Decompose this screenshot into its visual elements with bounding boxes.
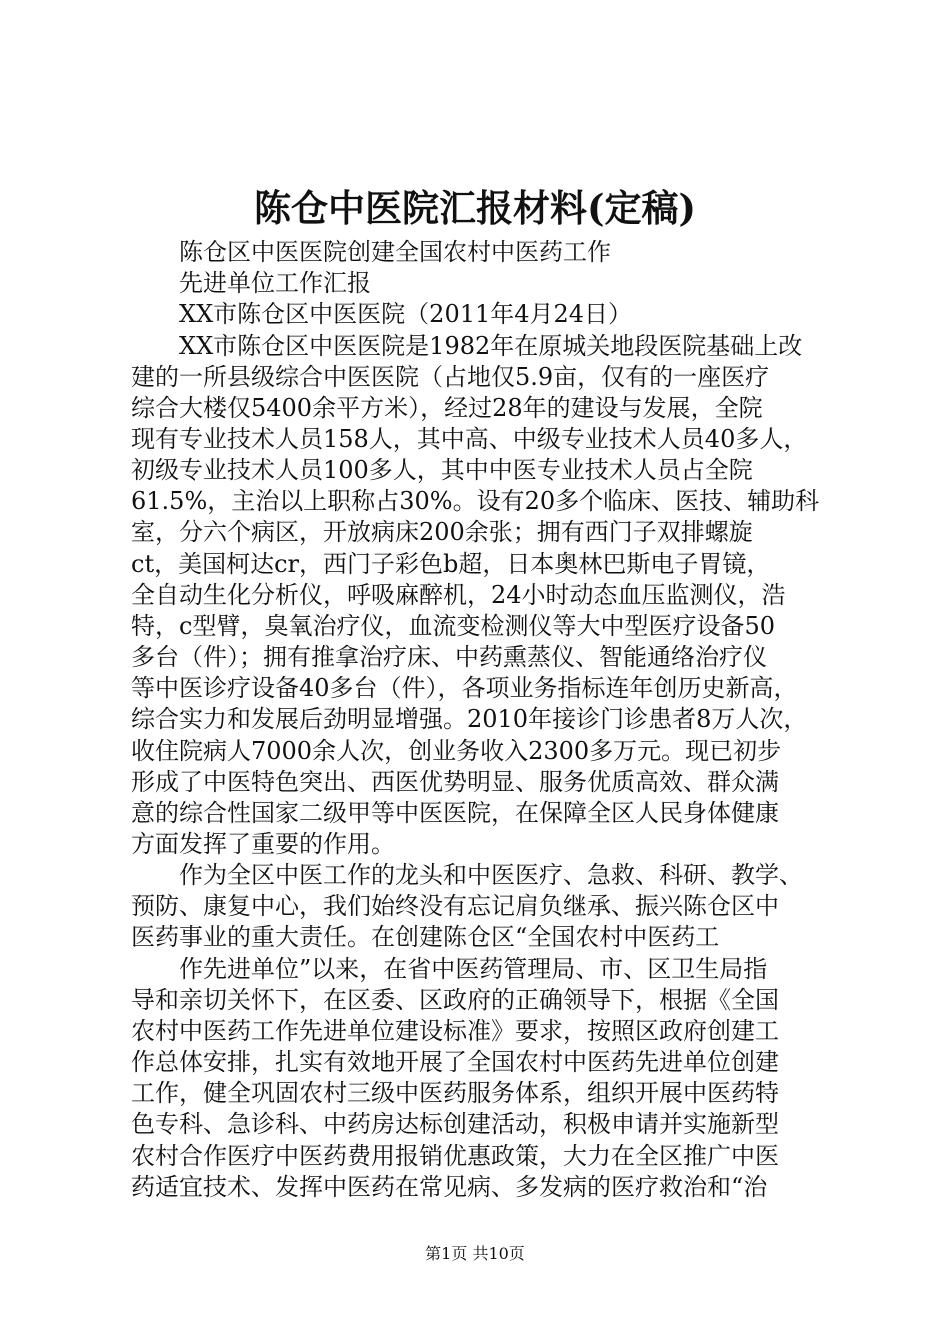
subtitle-line: 先进单位工作汇报 bbox=[179, 269, 371, 297]
paragraph-line: 建的一所县级综合中医医院（占地仅5.9亩，仅有的一座医疗 bbox=[131, 363, 770, 391]
paragraph-line: 综合实力和发展后劲明显增强。2010年接诊门诊患者8万人次， bbox=[131, 705, 808, 733]
paragraph-line: 农村合作医疗中医药费用报销优惠政策，大力在全区推广中医 bbox=[131, 1142, 779, 1170]
dateline: XX市陈仓区中医医院（2011年4月24日） bbox=[179, 300, 633, 328]
paragraph-line: 61.5%，主治以上职称占30%。设有20多个临床、医技、辅助科 bbox=[131, 487, 820, 515]
paragraph-line: ct，美国柯达cr，西门子彩色b超，日本奥林巴斯电子胃镜， bbox=[131, 550, 771, 578]
paragraph-line: 药适宜技术、发挥中医药在常见病、多发病的医疗救治和“治 bbox=[131, 1173, 768, 1201]
paragraph-line: XX市陈仓区中医医院是1982年在原城关地段医院基础上改 bbox=[179, 332, 803, 360]
paragraph-line: 全自动生化分析仪，呼吸麻醉机，24小时动态血压监测仪，浩 bbox=[131, 581, 786, 609]
paragraph-line: 特，c型臂，臭氧治疗仪，血流变检测仪等大中型医疗设备50 bbox=[131, 612, 775, 640]
page-number-footer: 第1页 共10页 bbox=[425, 1244, 525, 1263]
paragraph-line: 作总体安排，扎实有效地开展了全国农村中医药先进单位创建 bbox=[131, 1048, 779, 1076]
paragraph-line: 农村中医药工作先进单位建设标准》要求，按照区政府创建工 bbox=[131, 1017, 779, 1045]
paragraph-line: 意的综合性国家二级甲等中医医院，在保障全区人民身体健康 bbox=[131, 799, 779, 827]
paragraph-line: 工作，健全巩固农村三级中医药服务体系，组织开展中医药特 bbox=[131, 1079, 779, 1107]
paragraph-line: 方面发挥了重要的作用。 bbox=[131, 830, 395, 858]
paragraph-line: 作先进单位”以来，在省中医药管理局、市、区卫生局指 bbox=[179, 955, 768, 983]
paragraph-line: 形成了中医特色突出、西医优势明显、服务优质高效、群众满 bbox=[131, 768, 779, 796]
paragraph-line: 色专科、急诊科、中药房达标创建活动，积极申请并实施新型 bbox=[131, 1110, 779, 1138]
paragraph-line: 综合大楼仅5400余平方米），经过28年的建设与发展，全院 bbox=[131, 394, 763, 422]
paragraph-line: 医药事业的重大责任。在创建陈仓区“全国农村中医药工 bbox=[131, 923, 720, 951]
subtitle-line: 陈仓区中医医院创建全国农村中医药工作 bbox=[179, 238, 611, 266]
document-title: 陈仓中医院汇报材料(定稿) bbox=[253, 186, 696, 230]
paragraph-line: 导和亲切关怀下，在区委、区政府的正确领导下，根据《全国 bbox=[131, 986, 779, 1014]
paragraph-line: 初级专业技术人员100多人，其中中医专业技术人员占全院 bbox=[131, 456, 753, 484]
paragraph-line: 预防、康复中心，我们始终没有忘记肩负继承、振兴陈仓区中 bbox=[131, 892, 779, 920]
paragraph-line: 现有专业技术人员158人，其中高、中级专业技术人员40多人， bbox=[131, 425, 808, 453]
paragraph-line: 室，分六个病区，开放病床200余张；拥有西门子双排螺旋 bbox=[131, 518, 753, 546]
paragraph-line: 等中医诊疗设备40多台（件），各项业务指标连年创历史新高， bbox=[131, 674, 798, 702]
paragraph-line: 多台（件）；拥有推拿治疗床、中药熏蒸仪、智能通络治疗仪 bbox=[131, 643, 767, 671]
paragraph-line: 作为全区中医工作的龙头和中医医疗、急救、科研、教学、 bbox=[179, 861, 803, 889]
paragraph-line: 收住院病人7000余人次，创业务收入2300多万元。现已初步 bbox=[131, 737, 782, 765]
